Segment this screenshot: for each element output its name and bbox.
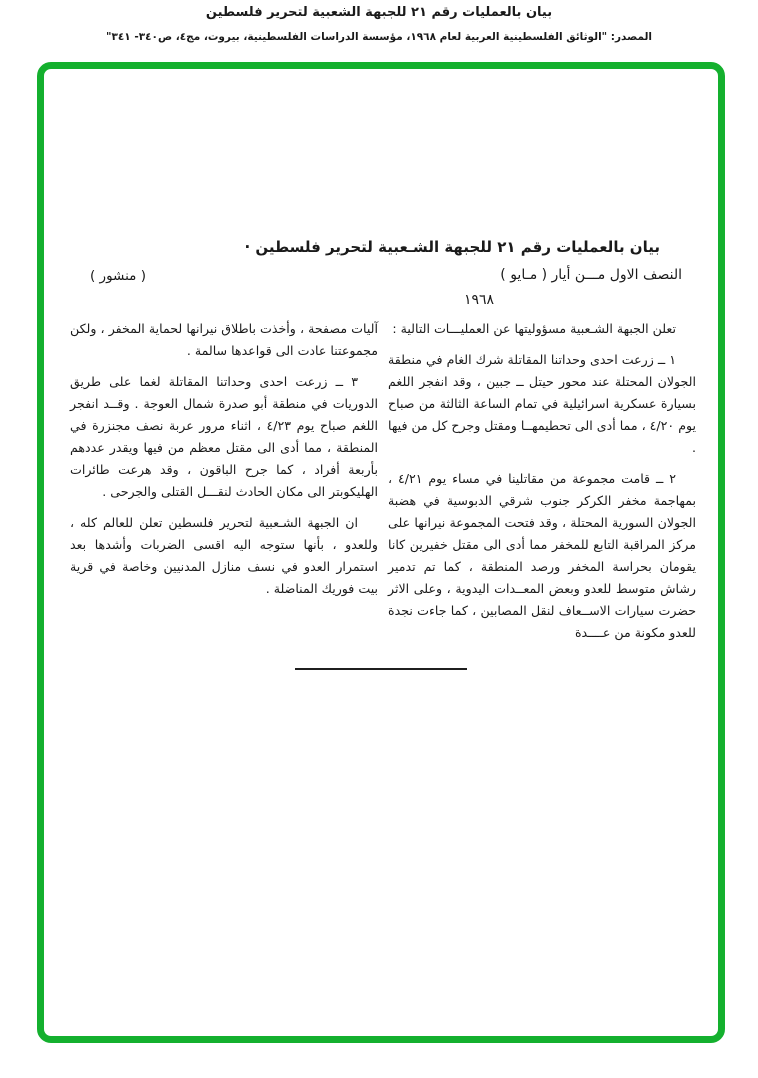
paragraph: آليات مصفحة ، وأخذت باطلاق نيرانها لحماية المخفر ، ولكن مجموعتنا عادت الى قواعدها سالمة .: [70, 321, 378, 358]
paragraph: ان الجبهة الشـعبية لتحرير فلسطين تعلن للعالم كله ، وللعدو ، بأنها ستوجه اليه اقسى الضربات وأشدها بعد استمرار العدو في نسف منازل المدنيين وخاصة في قرية بيت فوريك المناضلة .: [70, 515, 378, 596]
paragraph: ١ ــ زرعت احدى وحداتنا المقاتلة شرك الغام في منطقة الجولان المحتلة عند محور حيتل ــ جبين ، وقد انفجر اللغم بسيارة عسكرية اسرائيلية في تمام الساعة الثالثة من صباح يوم ٤/٢٠ ، مما أدى الى تحطيمهــا ومقتل وجرح كل من فيها .: [388, 352, 696, 455]
column-right: [388, 318, 696, 653]
document-page: [37, 62, 725, 1043]
divider-line: [295, 668, 467, 670]
published-note: ( منشور ): [90, 268, 146, 284]
header-citation-title: بيان بالعمليات رقم ٢١ للجبهة الشعبية لتحرير فلسطين: [205, 5, 553, 20]
year: ١٩٦٨: [463, 292, 495, 308]
column-left: [70, 318, 378, 609]
date-line: النصف الاول مـــن أيار ( مـايو ): [500, 267, 682, 283]
paragraph: ٢ ــ قامت مجموعة من مقاتلينا في مساء يوم ٤/٢١ ، بمهاجمة مخفر الكركر جنوب شرقي الدبوسية في هضبة الجولان السورية المحتلة ، وقد فتحت المجموعة نيرانها على مركز المراقبة التابع للمخفر مما أدى الى مقتل خفيرين كانا يقومان بحراسة المخفر ورصد المنطقة ، كما تم تدمير رشاش متوسط للعدو وبعض المعــدات اليدوية ، وعلى الاثر حضرت سيارات الاســعاف لنقل المصابين ، كما جاءت نجدة للعدو مكونة من عــــدة: [388, 471, 696, 640]
paragraph: ٣ ــ زرعت احدى وحداتنا المقاتلة لغما على طريق الدوريات في منطقة أبو صدرة شمال العوجة . وقــد انفجر اللغم صباح يوم ٤/٢٣ ، اثناء مرور عربة نصف مجنزرة في المنطقة ، مما أدى الى مقتل معظم من فيها ويقدر عددهم بأربعة أفراد ، كما جرح الباقون ، وقد هرعت طائرات الهليكوبتر الى مكان الحادث لنقـــل القتلى والجرحى .: [70, 374, 378, 499]
page-title: بيان بالعمليات رقم ٢١ للجبهة الشـعبية لتحرير فلسطين ·: [244, 238, 660, 256]
header-citation-source: المصدر: "الوثائق الفلسطينية العربية لعام ١٩٦٨، مؤسسة الدراسات الفلسطينية، بيروت، مج٤، ص٣٤٠- ٣٤١": [105, 31, 653, 43]
paragraph: تعلن الجبهة الشـعبية مسؤوليتها عن العمليـــات التالية :: [392, 321, 676, 336]
